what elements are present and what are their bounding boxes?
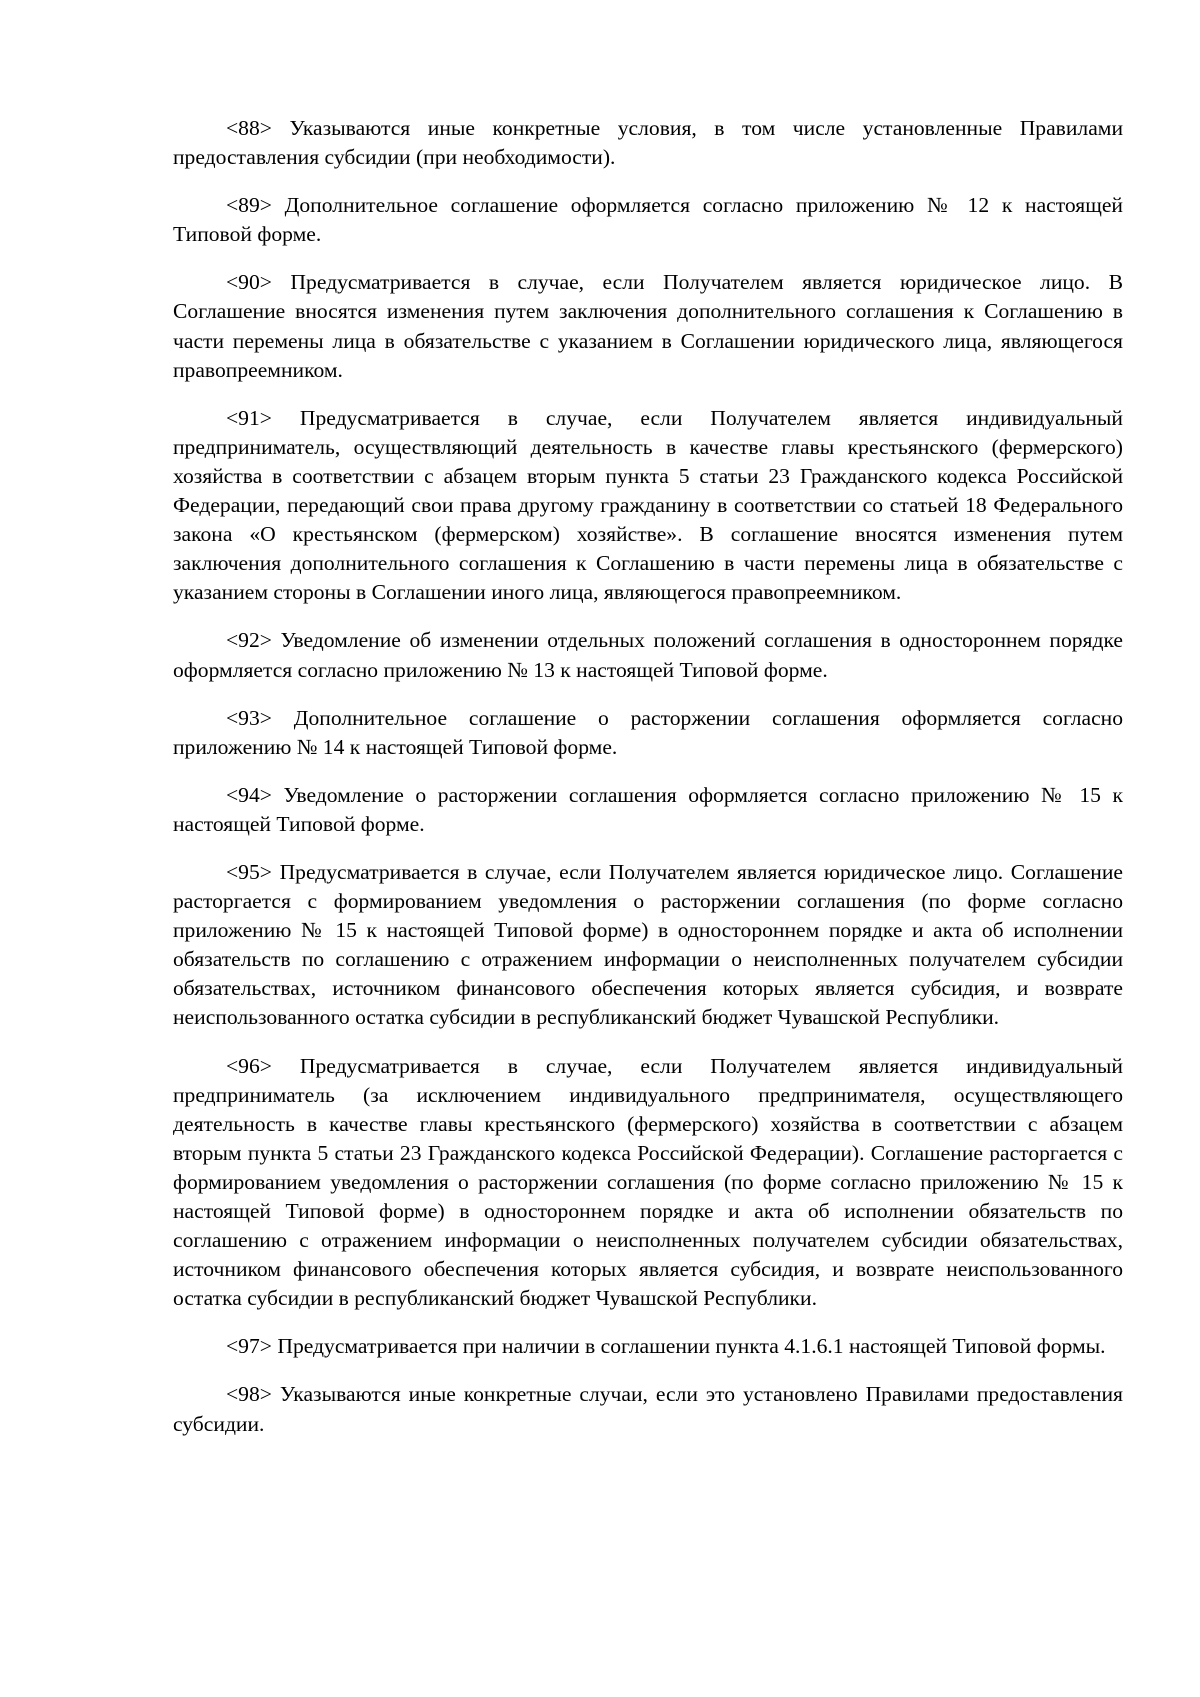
footnote-text: Указываются иные конкретные случаи, если это установлено Правилами предоставления субсидии. <box>173 1382 1123 1436</box>
footnote-text: Уведомление о расторжении соглашения оформляется согласно приложению № 15 к настоящей Типовой форме. <box>173 782 1123 836</box>
footnote-98 <box>173 1380 1123 1438</box>
footnote-92 <box>173 626 1123 684</box>
footnote-89 <box>173 191 1123 249</box>
footnote-text: Предусматривается в случае, если Получателем является индивидуальный предприниматель (за исключением индивидуального предпринимателя, осуществляющего деятельность в качестве главы крестьянского (фермерского) хозяйства в соответствии с абзацем вторым пункта 5 статьи 23 Гражданского кодекса Российской Федерации). Соглашение расторгается с формированием уведомления о расторжении соглашения (по форме согласно приложению № 15 к настоящей Типовой форме) в одностороннем порядке и акта об исполнении обязательств по соглашению с отражением информации о неисполненных получателем субсидии обязательствах, источником финансового обеспечения которых является субсидия, и возврате неиспользованного остатка субсидии в республиканский бюджет Чувашской Республики. <box>173 1053 1123 1311</box>
footnote-marker: <91> <box>226 405 272 430</box>
footnote-marker: <90> <box>226 270 272 295</box>
footnote-text: Дополнительное соглашение оформляется согласно приложению № 12 к настоящей Типовой форме. <box>173 193 1123 247</box>
footnote-90 <box>173 268 1123 384</box>
footnote-97 <box>173 1332 1123 1361</box>
footnote-marker: <95> <box>226 859 272 884</box>
footnote-text: Предусматривается в случае, если Получателем является юридическое лицо. В Соглашение вносятся изменения путем заключения дополнительного соглашения к Соглашению в части перемены лица в обязательстве с указанием в Соглашении юридического лица, являющегося правопреемником. <box>173 270 1123 382</box>
footnote-marker: <92> <box>226 628 272 653</box>
footnote-text: Предусматривается при наличии в соглашении пункта 4.1.6.1 настоящей Типовой формы. <box>277 1334 1106 1359</box>
footnote-text: Дополнительное соглашение о расторжении соглашения оформляется согласно приложению № 14 к настоящей Типовой форме. <box>173 705 1124 759</box>
footnote-93 <box>173 704 1123 762</box>
footnote-marker: <93> <box>226 705 272 730</box>
footnote-marker: <97> <box>226 1334 272 1359</box>
footnote-marker: <98> <box>226 1382 272 1407</box>
footnote-text: Уведомление об изменении отдельных положений соглашения в одностороннем порядке оформляется согласно приложению № 13 к настоящей Типовой форме. <box>173 628 1123 682</box>
footnote-94 <box>173 781 1123 839</box>
footnote-text: Предусматривается в случае, если Получателем является юридическое лицо. Соглашение расторгается с формированием уведомления о расторжении соглашения (по форме согласно приложению № 15 к настоящей Типовой форме) в одностороннем порядке и акта об исполнении обязательств по соглашению с отражением информации о неисполненных получателем субсидии обязательствах, источником финансового обеспечения которых является субсидия, и возврате неиспользованного остатка субсидии в республиканский бюджет Чувашской Республики. <box>173 859 1123 1030</box>
footnote-96 <box>173 1052 1123 1314</box>
footnote-marker: <88> <box>226 116 272 140</box>
footnote-text: Предусматривается в случае, если Получателем является индивидуальный предприниматель, осуществляющий деятельность в качестве главы крестьянского (фермерского) хозяйства в соответствии с абзацем вторым пункта 5 статьи 23 Гражданского кодекса Российской Федерации, передающий свои права другому гражданину в соответствии со статьей 18 Федерального закона «О крестьянском (фермерском) хозяйстве». В соглашение вносятся изменения путем заключения дополнительного соглашения к Соглашению в части перемены лица в обязательстве с указанием стороны в Соглашении иного лица, являющегося правопреемником. <box>173 405 1123 605</box>
footnote-text: Указываются иные конкретные условия, в том числе установленные Правилами предоставления субсидии (при необходимости). <box>173 116 1124 170</box>
footnote-marker: <96> <box>226 1053 272 1078</box>
footnote-88 <box>173 114 1123 172</box>
document-page <box>173 114 1123 1458</box>
footnote-91 <box>173 404 1123 608</box>
footnote-marker: <94> <box>226 782 272 807</box>
footnote-marker: <89> <box>226 193 272 218</box>
footnote-95 <box>173 858 1123 1033</box>
